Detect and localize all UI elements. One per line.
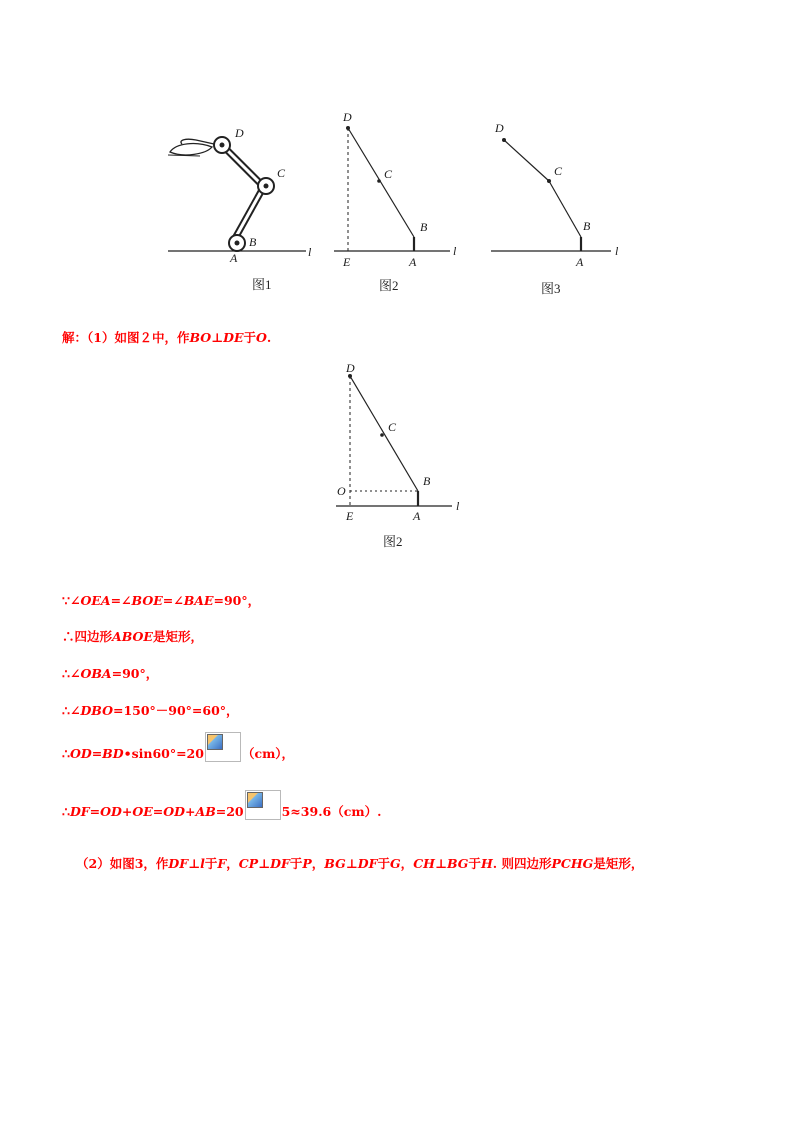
solution-step-3: ∴∠OBA=90°，	[62, 666, 159, 681]
solution-step-6: ∴DF=OD+OE=OD+AB=20 5≈39.6（cm）.	[62, 790, 381, 820]
solution-intro: 解：（1）如图２中，作BO⊥DE于O.	[62, 330, 272, 345]
fig1-label-d: D	[235, 126, 244, 140]
figure-2-solution	[336, 361, 460, 549]
solution-step-2: ∴四边形ABOE是矩形，	[62, 629, 203, 644]
fig1-label-b: B	[249, 235, 257, 249]
broken-image-icon	[207, 734, 223, 750]
fig4-label-l: l	[456, 499, 460, 513]
solution-step-1: ∵∠OEA=∠BOE=∠BAE=90°，	[62, 593, 261, 608]
fig4-caption: 图2	[383, 534, 403, 549]
fig3-label-b: B	[583, 219, 591, 233]
fig4-label-b: B	[423, 474, 431, 488]
fig3-segment-cb	[549, 181, 581, 237]
fig4-label-o: O	[337, 484, 346, 498]
fig2-label-a: A	[409, 255, 417, 269]
fig4-label-d: D	[346, 361, 355, 375]
fig2-label-e: E	[343, 255, 351, 269]
fig4-label-e: E	[346, 509, 354, 523]
fig2-caption: 图2	[379, 278, 399, 293]
fig2-label-c: C	[384, 167, 393, 181]
fig4-label-a: A	[413, 509, 421, 523]
fig1-caption: 图1	[252, 277, 272, 292]
fig2-segment-db	[348, 128, 414, 237]
fig3-label-d: D	[495, 121, 504, 135]
solution-part-2: （2）如图3，作DF⊥l于F，CP⊥DF于P，BG⊥DF于G，CH⊥BG于H. 则四边形PCHG是矩形，	[76, 856, 644, 871]
fig1-label-a: A	[230, 251, 238, 265]
formula-image-placeholder	[205, 732, 241, 762]
broken-image-icon	[247, 792, 263, 808]
fig3-caption: 图3	[541, 281, 561, 296]
formula-image-placeholder	[245, 790, 281, 820]
fig3-segment-dc	[504, 140, 549, 181]
solution-step-4: ∴∠DBO=150°－90°=60°，	[62, 703, 239, 718]
fig4-label-c: C	[388, 420, 397, 434]
fig1-lamp-head	[170, 139, 214, 155]
figure-3	[491, 121, 619, 296]
fig3-label-l: l	[615, 244, 619, 258]
solution-step-5: ∴OD=BD•sin60°=20 （cm），	[62, 732, 294, 762]
fig4-segment-db	[350, 376, 418, 491]
fig2-label-d: D	[343, 110, 352, 124]
fig2-label-b: B	[420, 220, 428, 234]
figure-2	[334, 110, 457, 293]
fig1-label-c: C	[277, 166, 286, 180]
fig3-label-c: C	[554, 164, 563, 178]
fig1-label-l: l	[308, 245, 312, 259]
figure-1	[168, 126, 312, 292]
fig2-label-l: l	[453, 244, 457, 258]
fig3-label-a: A	[576, 255, 584, 269]
